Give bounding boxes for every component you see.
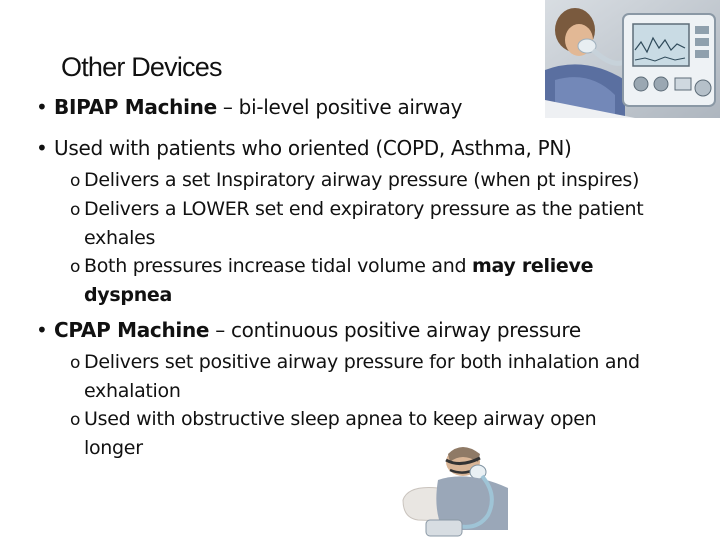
bullet-glyph: • (36, 136, 48, 160)
sub-item-expiratory (70, 195, 643, 224)
cpap-description: – continuous positive airway pressure (209, 318, 581, 342)
sub-item-sleep-apnea (70, 405, 640, 434)
sub-item-expiratory-cont: exhales (84, 227, 156, 249)
sub-item-text: Delivers a set Inspiratory airway pressure (when pt inspires) (84, 169, 640, 191)
sub-item-text: Used with obstructive sleep apnea to keep airway open (84, 408, 597, 430)
sub-bullet-glyph: o (70, 171, 81, 191)
cpap-subitems (70, 348, 640, 462)
slide-title: Other Devices (61, 52, 222, 82)
bipap-subitems (70, 166, 643, 309)
cpap-term: CPAP Machine (54, 318, 210, 342)
bullet-glyph: • (36, 318, 48, 342)
sub-item-text: Both pressures increase tidal volume and (84, 255, 472, 277)
sub-item-text: Delivers a LOWER set end expiratory pressure as the patient (84, 198, 644, 220)
sub-item-bold: dyspnea (84, 284, 173, 306)
sub-item-set-pressure-cont: exhalation (84, 380, 181, 402)
sub-bullet-glyph: o (70, 353, 81, 373)
sub-item-text: Delivers set positive airway pressure for both inhalation and (84, 351, 640, 373)
sub-item-pressures (70, 252, 643, 281)
bipap-description: – bi-level positive airway (216, 95, 463, 119)
sub-item-inspiratory (70, 166, 643, 195)
bullet-patients (36, 136, 572, 160)
bullet-cpap (36, 318, 581, 342)
patients-text: Used with patients who oriented (COPD, Asthma, PN) (54, 136, 572, 160)
sub-item-bold: may relieve (471, 255, 594, 277)
sub-bullet-glyph: o (70, 410, 81, 430)
bipap-photo (545, 0, 720, 118)
sub-item-pressures-cont (70, 281, 643, 309)
bullet-glyph: • (36, 95, 48, 119)
sub-bullet-glyph: o (70, 257, 81, 277)
cpap-photo (398, 440, 523, 540)
bipap-term: BIPAP Machine (54, 95, 217, 119)
sub-item-set-pressure (70, 348, 640, 377)
sub-item-sleep-apnea-cont: longer (84, 437, 143, 459)
sub-bullet-glyph: o (70, 200, 81, 220)
bullet-bipap (36, 95, 462, 119)
